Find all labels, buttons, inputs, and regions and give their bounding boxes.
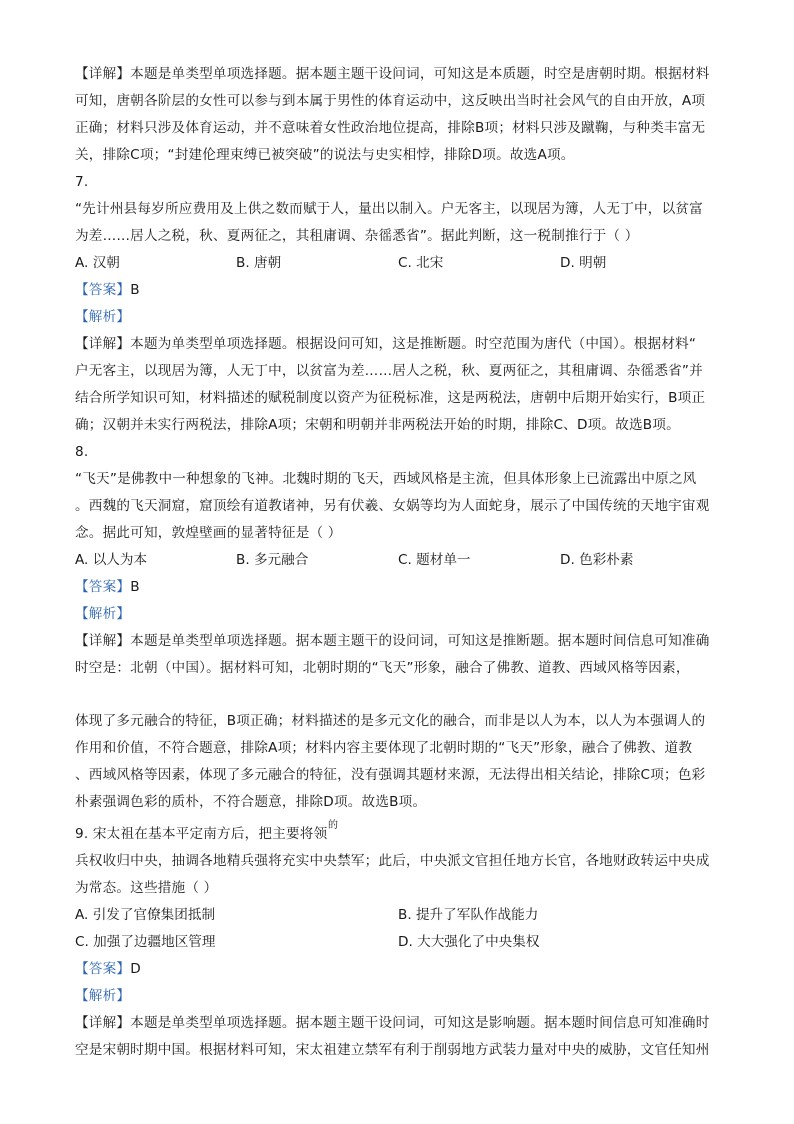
question-stem-line: 。西魏的飞天洞窟，窟顶绘有道教诸神，另有伏羲、女娲等均为人面蛇身，展示了中国传统的天地宇宙观 — [75, 498, 710, 514]
option-d: D. 大大强化了中央集权 — [398, 934, 540, 950]
analysis-label — [75, 604, 130, 624]
explanation-line: 体现了多元融合的特征，B项正确；材料描述的是多元文化的融合，而非是以人为本，以人为本强调人的 — [75, 713, 706, 729]
explanation-line: 结合所学知识可知，材料描述的赋税制度以资产为征税标准，这是两税法，唐朝中后期开始实行，B项正 — [75, 390, 706, 406]
explanation-line: 时空是：北朝（中国）。据材料可知，北朝时期的“飞天”形象，融合了佛教、道教、西域风格等因素， — [75, 660, 690, 676]
explanation-line: 户无客主，以现居为簿，人无丁中，以贫富为差……居人之税，秋、夏两征之，其租庸调、杂徭悉省”并 — [75, 363, 703, 379]
option-c: C. 题材单一 — [398, 552, 471, 568]
explanation-line: 空是宋朝时期中国。根据材料可知，宋太祖建立禁军有利于削弱地方武装力量对中央的威胁，文官任知州 — [75, 1042, 710, 1058]
explanation-line: 【详解】本题是单类型单项选择题。据本题主题干设问词，可知这是影响题。据本题时间信息可知准确时 — [75, 1015, 710, 1031]
question-stem-line: “飞天”是佛教中一种想象的飞神。北魏时期的飞天，西域风格是主流，但具体形象上已流露出中原之风 — [75, 471, 697, 487]
explanation-line: 关，排除C项；“封建伦理束缚已被突破”的说法与史实相悖，排除D项。故选A项。 — [75, 147, 575, 163]
option-b: B. 多元融合 — [236, 552, 309, 568]
label-bracket: 【解析】 — [75, 309, 131, 325]
question-number: 8. — [75, 444, 89, 460]
explanation-line: 作用和价值，不符合题意，排除A项；材料内容主要体现了北朝时期的“飞天”形象，融合了佛教、道教 — [75, 740, 693, 756]
option-b: B. 提升了军队作战能力 — [398, 907, 539, 923]
analysis-label — [75, 986, 130, 1006]
question-stem-line: 为差……居人之税，秋、夏两征之，其租庸调、杂徭悉省”。据此判断，这一税制推行于（ ） — [75, 228, 639, 244]
explanation-line: 正确；材料只涉及体育运动，并不意味着女性政治地位提高，排除B项；材料只涉及蹴鞠，与种类丰富无 — [75, 120, 706, 136]
explanation-line: 朴素强调色彩的质朴，不符合题意，排除D项。故选B项。 — [75, 794, 427, 810]
question-stem-line: 兵权收归中央，抽调各地精兵强将充实中央禁军；此后，中央派文官担任地方长官，各地财政转运中央成 — [75, 853, 710, 869]
question-stem-line: 为常态。这些措施（ ） — [75, 880, 218, 896]
explanation-line: 【详解】本题为单类型单项选择题。根据设问可知，这是推断题。时空范围为唐代（中国）。根据材料“ — [75, 336, 697, 352]
label-bracket: 【答案】 — [75, 579, 131, 595]
answer-label: 【答案】D — [75, 961, 141, 977]
question-stem-line: 念。据此可知，敦煌壁画的显著特征是（ ） — [75, 525, 342, 541]
option-c: C. 加强了边疆地区管理 — [75, 934, 216, 950]
option-a: A. 引发了官僚集团抵制 — [75, 907, 216, 923]
answer-label: 【答案】B — [75, 282, 140, 298]
option-c: C. 北宋 — [398, 255, 444, 271]
option-a: A. 以人为本 — [75, 552, 148, 568]
option-a: A. 汉朝 — [75, 255, 120, 271]
superscript-char: 的 — [328, 820, 338, 831]
explanation-line: 【详解】本题是单类型单项选择题。据本题主题干的设问词，可知这是推断题。据本题时间信息可知准确 — [75, 633, 710, 649]
label-bracket: 【答案】 — [75, 282, 131, 298]
label-bracket: 【答案】 — [75, 961, 131, 977]
label-bracket: 【解析】 — [75, 988, 131, 1004]
explanation-line: 【详解】本题是单类型单项选择题。据本题主题干设问词，可知这是本质题，时空是唐朝时期。根据材料 — [75, 66, 710, 82]
option-d: D. 色彩朴素 — [560, 552, 634, 568]
explanation-line: 、西域风格等因素，体现了多元融合的特征，没有强调其题材来源，无法得出相关结论，排除C项；色彩 — [75, 767, 706, 783]
option-d: D. 明朝 — [560, 255, 607, 271]
explanation-line: 确；汉朝并未实行两税法，排除A项；宋朝和明朝并非两税法开始的时期，排除C、D项。故选B项。 — [75, 417, 680, 433]
analysis-label — [75, 307, 130, 327]
question-stem-line: “先计州县每岁所应费用及上供之数而赋于人，量出以制入。户无客主，以现居为簿，人无丁中，以贫富 — [75, 201, 703, 217]
answer-label: 【答案】B — [75, 579, 140, 595]
question-stem-line: 9. 宋太祖在基本平定南方后，把主要将领 — [75, 826, 328, 842]
label-bracket: 【解析】 — [75, 606, 131, 622]
explanation-line: 可知，唐朝各阶层的女性可以参与到本属于男性的体育运动中，这反映出当时社会风气的自由开放，A项 — [75, 93, 706, 109]
option-b: B. 唐朝 — [236, 255, 282, 271]
question-number: 7. — [75, 174, 89, 190]
